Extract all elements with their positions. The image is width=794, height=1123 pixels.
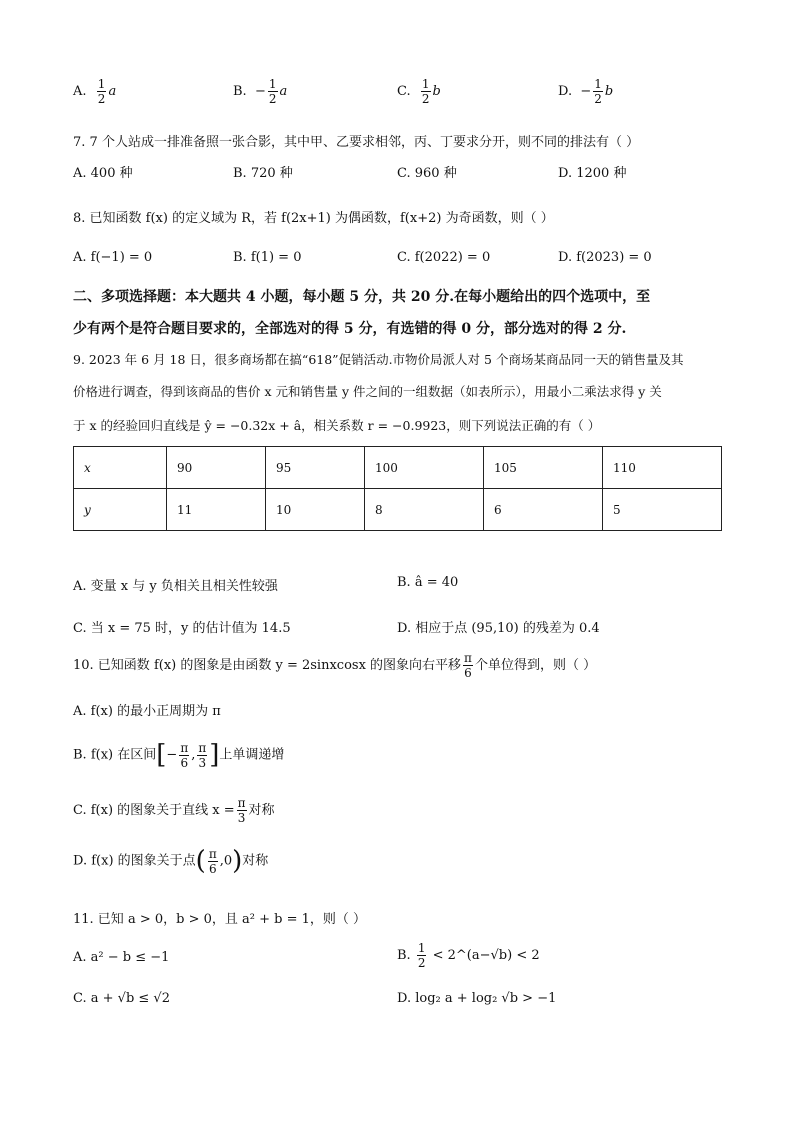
- fraction: $\frac{1}{2}$: [97, 77, 106, 106]
- q8-option-d: D. f(2023) = 0: [558, 250, 652, 265]
- q10-option-c: C. f(x) 的图象关于直线 x = $\frac{\pi}{3}$ 对称: [73, 796, 275, 825]
- q10-option-b: B. f(x) 在区间[− $\frac{\pi}{6}$ , $\frac{\pi}{3}$ ]上单调递增: [73, 740, 285, 770]
- section-heading-line1: 二、多项选择题：本大题共 4 小题，每小题 5 分，共 20 分.在每小题给出的四个选项中，至: [73, 289, 651, 305]
- q11-option-b: B. $\frac{1}{2}$ < 2^(a−√b) < 2: [397, 941, 540, 970]
- fraction: $\frac{1}{2}$: [268, 77, 277, 106]
- fraction: $\frac{1}{2}$: [417, 941, 426, 970]
- q8-option-b: B. f(1) = 0: [233, 250, 302, 265]
- q9-stem-line3: 于 x 的经验回归直线是 ŷ = −0.32x + â，相关系数 r = −0.9923，则下列说法正确的有（ ）: [73, 418, 601, 433]
- table-cell: y: [74, 489, 167, 531]
- q7-option-c: C. 960 种: [397, 166, 457, 181]
- fraction: $\frac{1}{2}$: [421, 77, 430, 106]
- q7-option-a: A. 400 种: [73, 166, 133, 181]
- fraction: $\frac{1}{2}$: [594, 77, 602, 106]
- table-cell: 90: [167, 447, 266, 489]
- q7-option-d: D. 1200 种: [558, 166, 627, 181]
- q11-option-c: C. a + √b ≤ √2: [73, 991, 170, 1006]
- table-cell: 5: [603, 489, 722, 531]
- q8-stem: 8. 已知函数 f(x) 的定义域为 R，若 f(2x+1) 为偶函数，f(x+2) 为奇函数，则（ ）: [73, 211, 554, 226]
- table-cell: 6: [484, 489, 603, 531]
- q10-option-d: D. f(x) 的图象关于点( $\frac{\pi}{6}$ ,0)对称: [73, 846, 269, 876]
- q9-stem-line2: 价格进行调查，得到该商品的售价 x 元和销售量 y 件之间的一组数据（如表所示），用最小二乘法求得 y 关: [73, 384, 662, 399]
- q8-option-c: C. f(2022) = 0: [397, 250, 491, 265]
- data-table: [73, 446, 722, 531]
- q10-option-a: A. f(x) 的最小正周期为 π: [73, 704, 221, 719]
- fraction: $\frac{\pi}{3}$: [237, 796, 246, 825]
- q7-stem: 7. 7 个人站成一排准备照一张合影，其中甲、乙要求相邻，丙、丁要求分开，则不同的排法有（ ）: [73, 135, 640, 150]
- section-heading-line2: 少有两个是符合题目要求的，全部选对的得 5 分，有选错的得 0 分，部分选对的得 2 分.: [73, 321, 627, 337]
- q10-stem: 10. 已知函数 f(x) 的图象是由函数 y = 2sinxcosx 的图象向右平移 $\frac{\pi}{6}$ 个单位得到，则（ ）: [73, 651, 597, 680]
- fraction: $\frac{\pi}{6}$: [180, 740, 189, 770]
- q6-option-c: C. $\frac{1}{2}$ b: [397, 77, 441, 106]
- q11-option-d: D. log₂ a + log₂ √b > −1: [397, 991, 557, 1006]
- fraction: $\frac{\pi}{6}$: [208, 846, 217, 876]
- q9-option-c: C. 当 x = 75 时，y 的估计值为 14.5: [73, 621, 291, 636]
- table-cell: 105: [484, 447, 603, 489]
- fraction: $\frac{\pi}{3}$: [198, 740, 207, 770]
- q6-option-a: A. $\frac{1}{2}$ a: [73, 77, 117, 106]
- q6-option-b: B. − $\frac{1}{2}$ a: [233, 77, 288, 106]
- table-row-y: [74, 489, 722, 531]
- q7-option-b: B. 720 种: [233, 166, 293, 181]
- fraction: $\frac{\pi}{6}$: [464, 651, 472, 680]
- table-cell: 8: [365, 489, 484, 531]
- q8-option-a: A. f(−1) = 0: [73, 250, 153, 265]
- q9-option-a: A. 变量 x 与 y 负相关且相关性较强: [73, 579, 278, 594]
- table-cell: 95: [266, 447, 365, 489]
- table-row-x: [74, 447, 722, 489]
- q9-option-d: D. 相应于点 (95,10) 的残差为 0.4: [397, 621, 600, 636]
- table-cell: 100: [365, 447, 484, 489]
- q6-option-d: D. − $\frac{1}{2}$ b: [558, 77, 614, 106]
- q11-option-a: A. a² − b ≤ −1: [73, 950, 170, 965]
- table-cell: 11: [167, 489, 266, 531]
- table-cell: 110: [603, 447, 722, 489]
- table-cell: x: [74, 447, 167, 489]
- q9-option-b: B. â = 40: [397, 575, 459, 590]
- q9-stem-line1: 9. 2023 年 6 月 18 日，很多商场都在搞“618”促销活动.市物价局派人对 5 个商场某商品同一天的销售量及其: [73, 352, 684, 367]
- table-cell: 10: [266, 489, 365, 531]
- q11-stem: 11. 已知 a > 0，b > 0，且 a² + b = 1，则（ ）: [73, 912, 367, 927]
